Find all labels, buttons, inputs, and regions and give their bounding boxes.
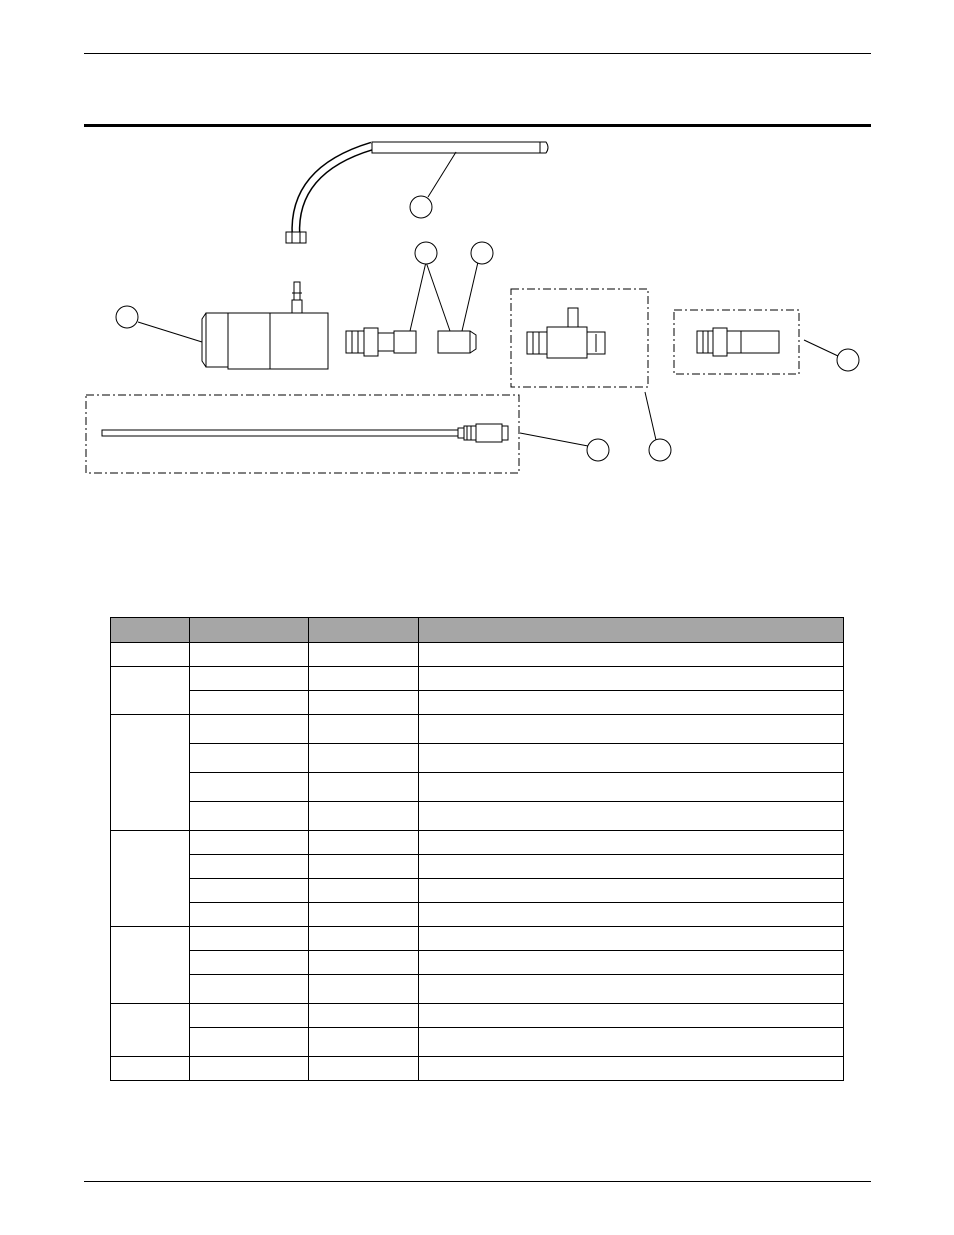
table-row bbox=[111, 1004, 844, 1028]
part-cell bbox=[190, 1028, 309, 1057]
description-cell bbox=[419, 802, 844, 831]
table-row bbox=[111, 879, 844, 903]
cap-part bbox=[438, 331, 476, 353]
col-part-header bbox=[190, 618, 309, 643]
leader-line bbox=[645, 392, 656, 440]
qty-cell bbox=[309, 691, 419, 715]
part-cell bbox=[190, 667, 309, 691]
qty-cell bbox=[309, 802, 419, 831]
item-cell bbox=[111, 715, 190, 831]
probe-part bbox=[102, 424, 508, 442]
qty-cell bbox=[309, 773, 419, 802]
qty-cell bbox=[309, 715, 419, 744]
item-cell bbox=[111, 1057, 190, 1081]
footer-rule bbox=[84, 1181, 871, 1182]
description-cell bbox=[419, 879, 844, 903]
table-row bbox=[111, 691, 844, 715]
description-cell bbox=[419, 1004, 844, 1028]
part-cell bbox=[190, 715, 309, 744]
table-row bbox=[111, 773, 844, 802]
part-cell bbox=[190, 975, 309, 1004]
callout-circle bbox=[471, 242, 493, 264]
description-cell bbox=[419, 1028, 844, 1057]
table-row bbox=[111, 855, 844, 879]
callout-circle bbox=[649, 439, 671, 461]
tee-fitting-part bbox=[527, 308, 605, 358]
main-housing-part bbox=[202, 282, 328, 369]
part-cell bbox=[190, 951, 309, 975]
table-row bbox=[111, 831, 844, 855]
description-cell bbox=[419, 831, 844, 855]
item-cell bbox=[111, 1004, 190, 1057]
curved-tube-part bbox=[286, 142, 548, 243]
part-cell bbox=[190, 879, 309, 903]
qty-cell bbox=[309, 643, 419, 667]
table-row bbox=[111, 927, 844, 951]
callout-circle bbox=[410, 196, 432, 218]
table-row bbox=[111, 1057, 844, 1081]
item-cell bbox=[111, 927, 190, 1004]
part-cell bbox=[190, 643, 309, 667]
qty-cell bbox=[309, 975, 419, 1004]
description-cell bbox=[419, 903, 844, 927]
section-rule bbox=[84, 124, 871, 127]
leader-line bbox=[520, 433, 588, 446]
leader-line bbox=[804, 340, 838, 356]
qty-cell bbox=[309, 831, 419, 855]
parts-list-table bbox=[110, 617, 844, 1081]
description-cell bbox=[419, 744, 844, 773]
part-cell bbox=[190, 831, 309, 855]
description-cell bbox=[419, 927, 844, 951]
table-row bbox=[111, 1028, 844, 1057]
qty-cell bbox=[309, 667, 419, 691]
qty-cell bbox=[309, 1057, 419, 1081]
col-item-header bbox=[111, 618, 190, 643]
description-cell bbox=[419, 773, 844, 802]
part-cell bbox=[190, 691, 309, 715]
part-cell bbox=[190, 773, 309, 802]
leader-line bbox=[426, 262, 450, 331]
leader-line bbox=[138, 322, 202, 342]
table-row bbox=[111, 802, 844, 831]
table-row bbox=[111, 667, 844, 691]
leader-line bbox=[462, 262, 478, 331]
description-cell bbox=[419, 951, 844, 975]
callout-circle bbox=[587, 439, 609, 461]
coupling-part bbox=[697, 328, 779, 356]
description-cell bbox=[419, 855, 844, 879]
qty-cell bbox=[309, 951, 419, 975]
part-cell bbox=[190, 1057, 309, 1081]
table-row bbox=[111, 975, 844, 1004]
col-qty-header bbox=[309, 618, 419, 643]
description-cell bbox=[419, 691, 844, 715]
callout-circle bbox=[116, 306, 138, 328]
part-cell bbox=[190, 927, 309, 951]
part-cell bbox=[190, 903, 309, 927]
qty-cell bbox=[309, 1028, 419, 1057]
callout-circle bbox=[837, 349, 859, 371]
part-cell bbox=[190, 855, 309, 879]
parts-diagram bbox=[0, 130, 954, 490]
part-cell bbox=[190, 802, 309, 831]
callout-circle bbox=[415, 242, 437, 264]
part-cell bbox=[190, 744, 309, 773]
table-row bbox=[111, 715, 844, 744]
table-row bbox=[111, 951, 844, 975]
description-cell bbox=[419, 643, 844, 667]
description-cell bbox=[419, 1057, 844, 1081]
leader-line bbox=[410, 262, 426, 331]
qty-cell bbox=[309, 855, 419, 879]
table-row bbox=[111, 643, 844, 667]
leader-line bbox=[428, 152, 456, 197]
qty-cell bbox=[309, 1004, 419, 1028]
part-cell bbox=[190, 1004, 309, 1028]
header-rule bbox=[84, 53, 871, 54]
description-cell bbox=[419, 975, 844, 1004]
item-cell bbox=[111, 831, 190, 927]
qty-cell bbox=[309, 879, 419, 903]
description-cell bbox=[419, 715, 844, 744]
qty-cell bbox=[309, 903, 419, 927]
table-row bbox=[111, 744, 844, 773]
quick-disconnect-part bbox=[346, 328, 416, 356]
description-cell bbox=[419, 667, 844, 691]
item-cell bbox=[111, 643, 190, 667]
table-row bbox=[111, 903, 844, 927]
qty-cell bbox=[309, 927, 419, 951]
table-header-row bbox=[111, 618, 844, 643]
col-description-header bbox=[419, 618, 844, 643]
item-cell bbox=[111, 667, 190, 715]
qty-cell bbox=[309, 744, 419, 773]
